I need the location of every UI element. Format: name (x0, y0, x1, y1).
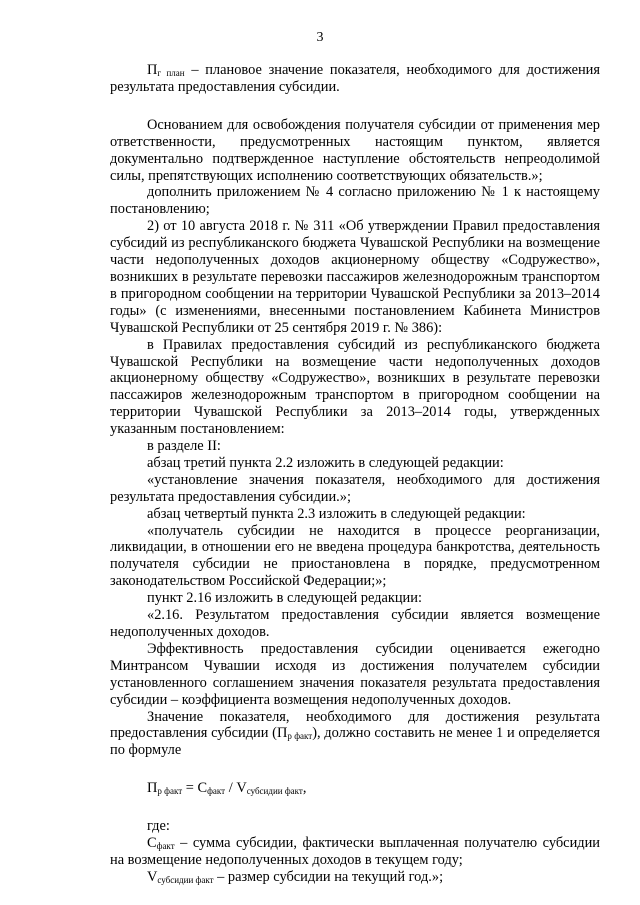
symbol: V (147, 868, 158, 885)
subscript: г план (157, 68, 185, 78)
document-body (110, 62, 600, 886)
subscript: субсидии факт (157, 874, 214, 885)
formula-v: V (236, 780, 247, 797)
subscript: р факт (287, 731, 313, 742)
text: ), должно составить не менее 1 и определяется по формуле (110, 725, 601, 759)
paragraph-liability-exemption: Основанием для освобождения получателя субсидии от применения мер ответственности, предусмотренных настоящим пунктом, является документально подтвержденное наступление обстоятельств непреодолимой силы, препятствующих исполнению соответствующих обязательств.»; (110, 116, 600, 184)
paragraph-plan-definition (110, 62, 600, 96)
text: – сумма субсидии, фактически выплаченная получателю субсидии на возмещение недополученных доходов в текущем году; (110, 835, 600, 869)
paragraph-def-c (110, 835, 600, 869)
page-number: 3 (316, 30, 324, 45)
formula-divide: / (225, 780, 237, 797)
paragraph-efficiency: Эффективность предоставления субсидии оценивается ежегодно Минтрансом Чувашии исходя из достижения получателем субсидии установленного соглашением значения показателя результата предоставления субсидии – коэффициента возмещения недополученных доходов. (110, 640, 600, 708)
formula-equals: = (182, 780, 198, 797)
paragraph-indicator-value: «установление значения показателя, необходимого для достижения результата предоставления субсидии.»; (110, 471, 600, 505)
paragraph-section-2: в разделе II: (147, 438, 221, 455)
paragraph-add-appendix: дополнить приложением № 4 согласно приложению № 1 к настоящему постановлению; (110, 184, 600, 218)
formula-lhs: П (147, 780, 158, 797)
text: – плановое значение показателя, необходимого для достижения результата предоставления субсидии. (110, 62, 600, 95)
paragraph-indicator-formula-intro (110, 709, 600, 760)
text: Значение показателя, необходимого для достижения результата предоставления субсидии ( (110, 708, 600, 742)
subscript: факт (156, 841, 175, 852)
paragraph-item-2-16: пункт 2.16 изложить в следующей редакции: (147, 590, 422, 607)
paragraph-where: где: (147, 818, 170, 835)
symbol: П (147, 62, 158, 78)
paragraph-item-2-2: абзац третий пункта 2.2 изложить в следующей редакции: (147, 454, 504, 471)
text: – размер субсидии на текущий год.»; (213, 868, 444, 885)
paragraph-resolution-311: 2) от 10 августа 2018 г. № 311 «Об утверждении Правил предоставления субсидий из республиканского бюджета Чувашской Республики на возмещение части недополученных доходов акционерному обществу «Содружество», возникших в результате перевозки пассажиров железнодорожным транспортом в пригородном сообщении на территории Чувашской Республики за 2013–2014 годы» (с изменениями, внесенными постановлением Кабинета Министров Чувашской Республики от 25 сентября 2019 г. № 386): (110, 218, 600, 336)
formula-lhs-sub: р факт (157, 786, 183, 797)
paragraph-item-2-3: абзац четвертый пункта 2.3 изложить в следующей редакции: (147, 505, 526, 522)
symbol: С (147, 835, 157, 852)
formula (110, 780, 600, 797)
paragraph-result: «2.16. Результатом предоставления субсидии является возмещение недополученных доходов. (110, 607, 600, 640)
formula-c: С (197, 780, 208, 797)
paragraph-recipient-status: «получатель субсидии не находится в процессе реорганизации, ликвидации, в отношении его не введена процедура банкротства, деятельность получателя субсидии не приостановлена в порядке, предусмотренном законодательством Российской Федерации;»; (110, 522, 600, 590)
symbol: П (276, 725, 288, 742)
paragraph-rules: в Правилах предоставления субсидий из республиканского бюджета Чувашской Республики на возмещение части недополученных доходов акционерному обществу «Содружество», возникших в результате перевозки пассажиров железнодорожным транспортом в пригородном сообщении на территории Чувашской Республики за 2013–2014 годы, утвержденных указанным постановлением: (110, 336, 600, 438)
formula-v-sub: субсидии факт (246, 786, 303, 797)
paragraph-def-v (110, 869, 600, 886)
formula-end: , (302, 780, 307, 797)
formula-c-sub: факт (207, 786, 226, 797)
